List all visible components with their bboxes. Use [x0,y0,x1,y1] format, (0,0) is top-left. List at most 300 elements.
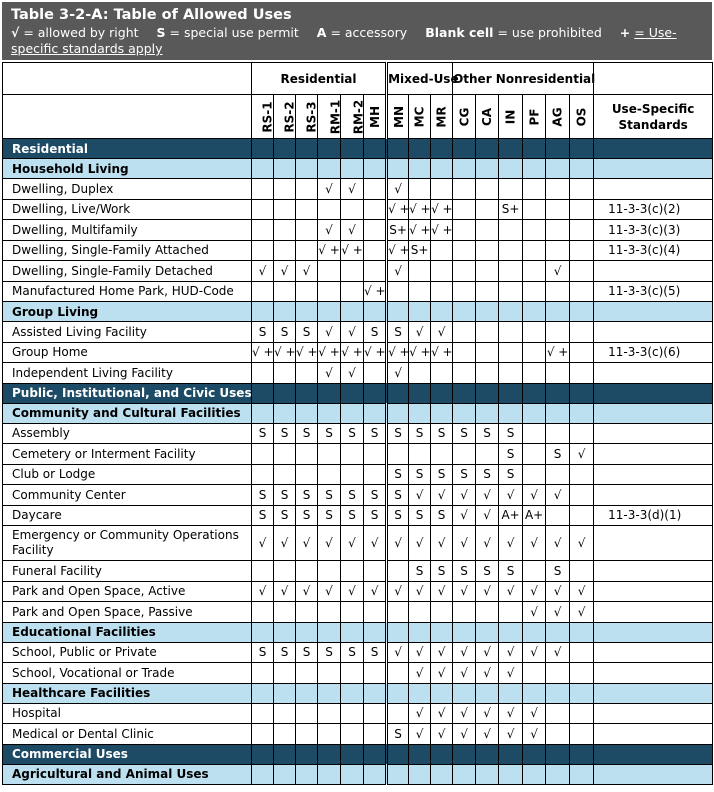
permission-cell [387,663,409,684]
use-row [3,220,713,241]
band-cell [274,139,296,159]
band-cell [252,403,274,423]
permission-cell: √ + [387,240,409,261]
permission-cell [252,199,274,220]
band-cell [364,744,387,764]
permission-cell: √ [523,526,546,561]
permission-cell: S [499,423,523,444]
permission-cell [364,363,387,384]
permission-cell [453,220,476,241]
band-cell [453,403,476,423]
band-cell [546,403,570,423]
permission-cell: √ [476,703,499,724]
permission-cell: S [387,505,409,526]
band-cell [476,302,499,322]
band-cell [523,622,546,642]
permission-cell [499,281,523,302]
band-cell [570,383,594,403]
permission-cell: S [318,642,341,663]
zone-label: CA [480,107,495,126]
permission-cell [476,179,499,200]
band-cell [499,302,523,322]
band-cell [453,683,476,703]
permission-cell: S [274,505,296,526]
permission-cell [341,444,364,465]
permission-cell: √ [499,642,523,663]
permission-cell: √ [274,261,296,282]
permission-cell [476,240,499,261]
band-cell [431,744,453,764]
use-row [3,663,713,684]
permission-cell: √ [431,642,453,663]
band-cell [476,622,499,642]
band-cell [453,383,476,403]
corner-cell-right [594,63,713,95]
permission-cell: √ [387,526,409,561]
band-cell [570,302,594,322]
permission-cell: √ [476,724,499,745]
permission-cell [499,220,523,241]
subsection-row [3,622,713,642]
permission-cell [546,220,570,241]
band-cell [274,764,296,784]
band-cell [341,403,364,423]
band-cell [341,764,364,784]
permission-cell [523,464,546,485]
permission-cell: S [364,322,387,343]
band-cell [431,159,453,179]
permission-cell: √ + [252,342,274,363]
permission-cell: √ [341,322,364,343]
permission-cell: √ [318,581,341,602]
permission-cell [364,240,387,261]
permission-cell: √ + [546,342,570,363]
permission-cell: √ [570,581,594,602]
permission-cell [341,724,364,745]
permission-cell: √ [252,526,274,561]
band-cell [431,764,453,784]
subsection-label: Agricultural and Animal Uses [3,764,252,784]
zone-label: RM-1 [328,99,343,134]
use-row [3,179,713,200]
use-specific-standard: 11-3-3(c)(3) [594,220,713,241]
permission-cell [252,179,274,200]
permission-cell: √ + [431,220,453,241]
band-cell [546,683,570,703]
permission-cell: √ [453,581,476,602]
permission-cell: S [252,322,274,343]
permission-cell [523,561,546,582]
use-row [3,724,713,745]
permission-cell: √ [431,526,453,561]
legend-allowed: √ = allowed by right [11,25,139,40]
use-specific-standard [594,444,713,465]
band-cell [364,139,387,159]
permission-cell [364,220,387,241]
permission-cell: √ + [364,342,387,363]
permission-cell [252,724,274,745]
band-cell [341,744,364,764]
use-name: Assembly [3,423,252,444]
use-name: Community Center [3,485,252,506]
permission-cell: S [387,464,409,485]
permission-cell [274,602,296,623]
permission-cell [431,179,453,200]
permission-cell: √ [364,526,387,561]
use-name: School, Vocational or Trade [3,663,252,684]
band-cell [318,383,341,403]
band-cell [453,622,476,642]
permission-cell [274,703,296,724]
use-column-header [3,95,252,139]
permission-cell [341,602,364,623]
permission-cell [387,444,409,465]
permission-cell: √ [453,485,476,506]
permission-cell: √ [252,581,274,602]
band-cell [594,383,713,403]
band-cell [387,622,409,642]
legend-plus: + = Use-specific standards apply [11,25,677,56]
band-cell [409,302,431,322]
permission-cell [252,220,274,241]
permission-cell: S [296,322,318,343]
permission-cell: S+ [387,220,409,241]
permission-cell: √ [431,581,453,602]
permission-cell [453,179,476,200]
band-cell [523,683,546,703]
permission-cell [546,281,570,302]
permission-cell [570,261,594,282]
permission-cell: S [318,485,341,506]
permission-cell: √ [296,261,318,282]
use-specific-standard [594,261,713,282]
permission-cell [546,423,570,444]
permission-cell: S [476,561,499,582]
permission-cell [252,703,274,724]
permission-cell: S [296,505,318,526]
permission-cell: S [409,561,431,582]
band-cell [274,383,296,403]
permission-cell [546,322,570,343]
zone-label: AG [550,106,565,127]
subsection-row [3,159,713,179]
permission-cell [318,261,341,282]
permission-cell [296,363,318,384]
permission-cell [409,363,431,384]
permission-cell: √ [499,663,523,684]
zone-header-ca [476,95,499,139]
permission-cell [296,281,318,302]
permission-cell: √ [523,602,546,623]
permission-cell: √ [387,363,409,384]
band-cell [499,622,523,642]
permission-cell [523,220,546,241]
band-cell [546,622,570,642]
permission-cell [570,703,594,724]
zone-label: OS [574,107,589,126]
band-cell [499,744,523,764]
permission-cell [364,261,387,282]
use-row [3,342,713,363]
band-cell [523,383,546,403]
corner-cell [3,63,252,95]
permission-cell [341,703,364,724]
band-cell [318,139,341,159]
band-cell [318,744,341,764]
permission-cell: S [431,423,453,444]
band-cell [453,302,476,322]
permission-cell: √ [431,703,453,724]
permission-cell [274,663,296,684]
permission-cell: √ [453,505,476,526]
band-cell [476,744,499,764]
band-cell [296,383,318,403]
permission-cell [431,602,453,623]
permission-cell [252,561,274,582]
permission-cell: √ [499,724,523,745]
permission-cell [364,199,387,220]
permission-cell: √ [387,642,409,663]
permission-cell [546,240,570,261]
band-cell [409,383,431,403]
permission-cell: √ [318,179,341,200]
permission-cell [546,703,570,724]
band-cell [252,159,274,179]
permission-cell [546,199,570,220]
band-cell [523,403,546,423]
permission-cell [499,261,523,282]
permission-cell [523,363,546,384]
use-specific-standard [594,642,713,663]
band-cell [594,764,713,784]
permission-cell: √ [409,485,431,506]
band-cell [364,764,387,784]
permission-cell [341,464,364,485]
permission-cell: S [409,423,431,444]
permission-cell [296,199,318,220]
permission-cell [274,179,296,200]
permission-cell: √ [570,526,594,561]
permission-cell [296,602,318,623]
permission-cell: S [546,561,570,582]
band-cell [546,383,570,403]
permission-cell: √ [453,703,476,724]
subsection-row [3,403,713,423]
permission-cell: S [296,485,318,506]
permission-cell: S [274,642,296,663]
use-name: Manufactured Home Park, HUD-Code [3,281,252,302]
permission-cell: S [387,423,409,444]
permission-cell [570,363,594,384]
permission-cell [523,423,546,444]
permission-cell: S [252,505,274,526]
permission-cell: √ [431,724,453,745]
permission-cell: S [364,485,387,506]
permission-cell [570,505,594,526]
band-cell [252,764,274,784]
band-cell [364,159,387,179]
use-specific-standard [594,423,713,444]
band-cell [570,683,594,703]
permission-cell [476,281,499,302]
band-cell [594,159,713,179]
group-other-nonresidential: Other Nonresidential [453,63,594,95]
permission-cell [296,179,318,200]
permission-cell [364,444,387,465]
permission-cell: √ [274,581,296,602]
band-cell [546,764,570,784]
permission-cell: S [499,561,523,582]
band-cell [594,622,713,642]
use-specific-standards-header: Use-Specific Standards [594,95,713,139]
permission-cell [296,240,318,261]
permission-cell [341,199,364,220]
permission-cell [453,444,476,465]
permission-cell [570,642,594,663]
band-cell [476,383,499,403]
use-specific-standard [594,526,713,561]
permission-cell [387,703,409,724]
band-cell [409,744,431,764]
band-cell [318,302,341,322]
permission-cell [318,199,341,220]
zone-header-os [570,95,594,139]
zone-header-rm-1 [318,95,341,139]
permission-cell: S [431,505,453,526]
permission-cell [274,444,296,465]
use-row [3,561,713,582]
permission-cell: √ [409,663,431,684]
band-cell [341,302,364,322]
band-cell [296,139,318,159]
permission-cell: S [318,423,341,444]
zone-header-pf [523,95,546,139]
section-label: Public, Institutional, and Civic Uses [3,383,252,403]
permission-cell [364,703,387,724]
band-cell [570,159,594,179]
permission-cell [546,724,570,745]
band-cell [453,744,476,764]
permission-cell [318,703,341,724]
use-name: Park and Open Space, Active [3,581,252,602]
use-row [3,526,713,561]
permission-cell: √ + [341,342,364,363]
permission-cell [453,199,476,220]
band-cell [387,139,409,159]
permission-cell: √ + [431,199,453,220]
zone-header-mn [387,95,409,139]
permission-cell [476,363,499,384]
permission-cell: √ [453,526,476,561]
band-cell [409,622,431,642]
permission-cell [296,444,318,465]
use-row [3,199,713,220]
permission-cell: √ [296,526,318,561]
section-row [3,744,713,764]
zone-label: RM-2 [351,99,366,134]
permission-cell: √ [453,724,476,745]
band-cell [252,622,274,642]
permission-cell [252,281,274,302]
use-specific-standard: 11-3-3(d)(1) [594,505,713,526]
band-cell [364,622,387,642]
permission-cell: S [296,423,318,444]
permission-cell: S [274,423,296,444]
use-name: Medical or Dental Clinic [3,724,252,745]
permission-cell: S [453,464,476,485]
permission-cell [431,240,453,261]
use-row [3,363,713,384]
band-cell [387,159,409,179]
use-name: Hospital [3,703,252,724]
permission-cell: S [387,724,409,745]
band-cell [499,403,523,423]
band-cell [296,622,318,642]
permission-cell: √ [523,581,546,602]
permission-cell: √ [499,526,523,561]
section-label: Commercial Uses [3,744,252,764]
permission-cell [274,281,296,302]
permission-cell: S [387,485,409,506]
permission-cell: S [252,642,274,663]
band-cell [499,159,523,179]
table-header-banner [2,2,712,60]
permission-cell: √ [546,602,570,623]
band-cell [594,139,713,159]
permission-cell: √ [318,526,341,561]
use-name: Emergency or Community Operations Facility [3,526,252,561]
band-cell [409,403,431,423]
use-row [3,642,713,663]
permission-cell [296,703,318,724]
permission-cell [409,281,431,302]
permission-cell: √ [476,485,499,506]
band-cell [341,139,364,159]
subsection-row [3,764,713,784]
permission-cell [364,602,387,623]
use-name: Dwelling, Single-Family Attached [3,240,252,261]
permission-cell [318,281,341,302]
permission-cell: √ [546,526,570,561]
subsection-label: Educational Facilities [3,622,252,642]
permission-cell: √ [274,526,296,561]
use-specific-standard [594,581,713,602]
permission-cell: S [499,444,523,465]
permission-cell: √ [476,526,499,561]
use-name: Funeral Facility [3,561,252,582]
permission-cell: √ + [341,240,364,261]
permission-cell [364,464,387,485]
band-cell [409,159,431,179]
band-cell [523,139,546,159]
permission-cell [318,724,341,745]
band-cell [296,764,318,784]
permission-cell: √ [453,663,476,684]
permission-cell: √ [318,322,341,343]
zone-header-rs-3 [296,95,318,139]
permission-cell: S [431,464,453,485]
use-name: Dwelling, Single-Family Detached [3,261,252,282]
permission-cell [570,220,594,241]
permission-cell: S [252,485,274,506]
permission-cell: √ [296,581,318,602]
permission-cell: √ + [409,342,431,363]
subsection-label: Community and Cultural Facilities [3,403,252,423]
zone-label: RS-3 [304,100,319,133]
band-cell [476,764,499,784]
permission-cell: √ [409,724,431,745]
band-cell [499,764,523,784]
